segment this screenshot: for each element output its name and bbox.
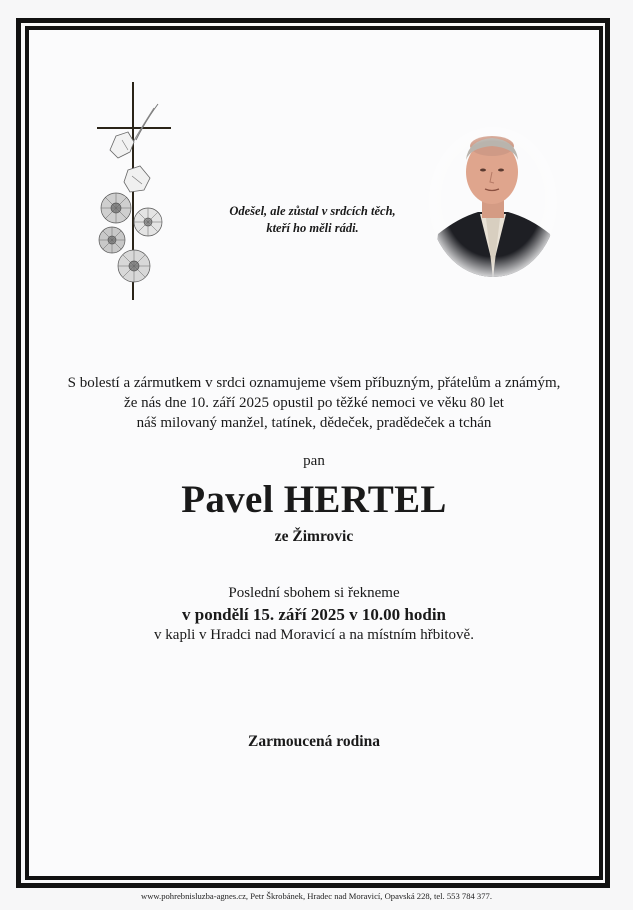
deceased-origin: ze Žimrovic <box>274 528 354 545</box>
quote-line-2: kteří ho měli rádi. <box>266 221 359 235</box>
announcement-line-2: že nás dne 10. září 2025 opustil po těžké nemoci ve věku 80 let <box>124 395 504 411</box>
cross-with-flowers-icon <box>88 80 183 305</box>
deceased-name: Pavel HERTEL <box>181 478 447 521</box>
funeral-date-time: v pondělí 15. září 2025 v 10.00 hodin <box>181 605 446 624</box>
announcement-text <box>29 373 599 433</box>
quote-line-1: Odešel, ale zůstal v srdcích těch, <box>229 204 396 218</box>
announcement-line-1: S bolestí a zármutkem v srdci oznamujeme všem příbuzným, přátelům a známým, <box>67 375 561 391</box>
salutation: pan <box>303 453 325 469</box>
funeral-location: v kapli v Hradci nad Moravicí a na místním hřbitově. <box>154 627 474 643</box>
portrait-photo <box>428 126 558 278</box>
funeral-service-footer: www.pohrebnisluzba-agnes.cz, Petr Škrobánek, Hradec nad Moravicí, Opavská 228, tel. 553 784 377. <box>141 891 492 901</box>
memorial-quote <box>200 203 425 237</box>
farewell-intro: Poslední sbohem si řekneme <box>228 585 400 601</box>
signature: Zarmoucená rodina <box>248 733 380 750</box>
announcement-line-3: náš milovaný manžel, tatínek, dědeček, pradědeček a tchán <box>136 415 492 431</box>
funeral-details <box>29 583 599 646</box>
